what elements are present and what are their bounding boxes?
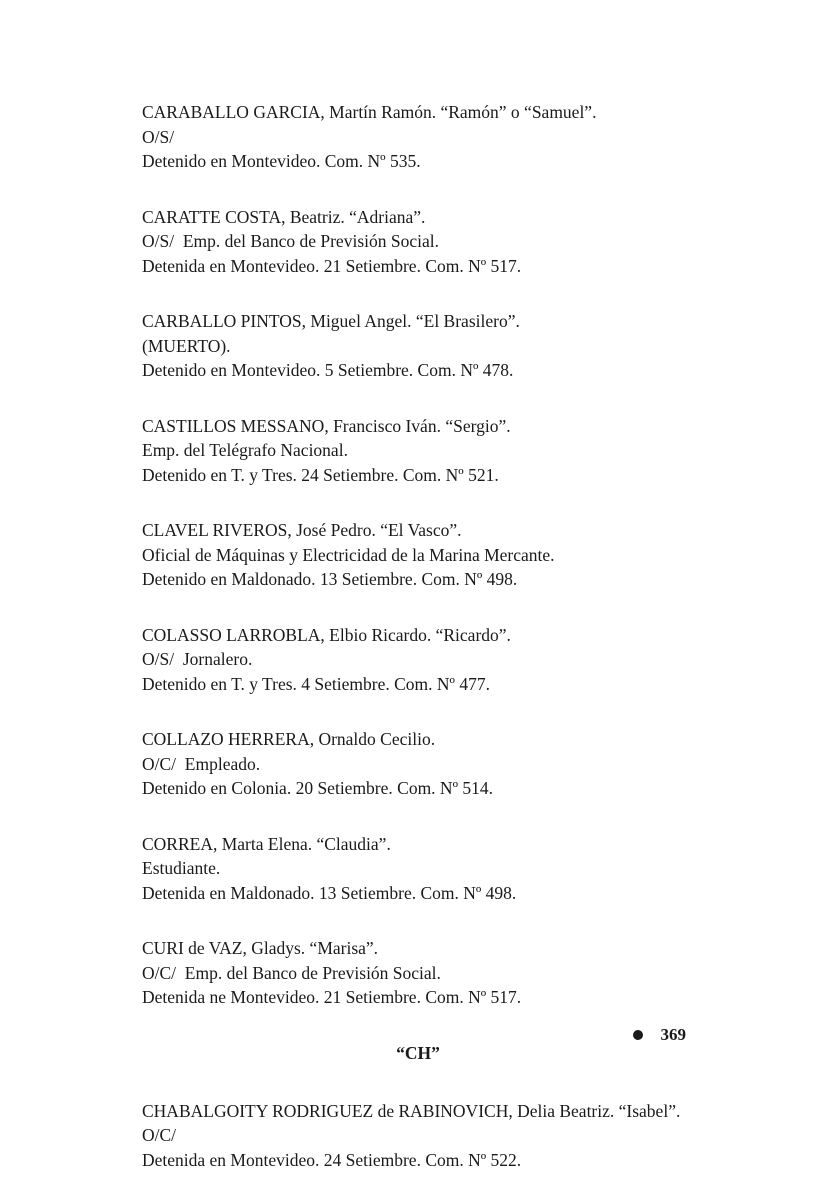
document-page	[142, 100, 686, 1203]
entry-detail: O/C/ Emp. del Banco de Previsión Social.	[142, 962, 441, 983]
entry-detail: Estudiante.	[142, 858, 221, 878]
entry-name: CARATTE COSTA, Beatriz. “Adriana”.	[142, 206, 426, 227]
entry-caraballo-garcia	[142, 100, 686, 174]
entry-detail: Emp. del Telégrafo Nacional.	[142, 440, 348, 460]
entry-name: CURI de VAZ, Gladys. “Marisa”.	[142, 938, 379, 958]
entry-curi-de-vaz	[142, 936, 686, 1010]
entry-arrest: Detenida en Montevideo. 21 Setiembre. Com. Nº 517.	[142, 255, 522, 276]
entry-name: COLLAZO HERRERA, Ornaldo Cecilio.	[142, 729, 436, 749]
section-heading-ch: “CH”	[396, 1042, 440, 1063]
entry-name: CARABALLO GARCIA, Martín Ramón. “Ramón” o “Samuel”.	[142, 102, 597, 122]
entry-detail: O/S/	[142, 126, 175, 147]
entry-detail: O/S/ Jornalero.	[142, 649, 253, 669]
entry-arrest: Detenido en Colonia. 20 Setiembre. Com. Nº 514.	[142, 778, 493, 798]
entry-arrest: Detenido en Maldonado. 13 Setiembre. Com. Nº 498.	[142, 569, 518, 589]
entry-clavel-riveros	[142, 518, 686, 592]
entry-arrest: Detenido en Montevideo. Com. Nº 535.	[142, 151, 421, 171]
entry-name: CASTILLOS MESSANO, Francisco Iván. “Sergio”.	[142, 415, 511, 436]
entry-detail: Oficial de Máquinas y Electricidad de la Marina Mercante.	[142, 544, 555, 565]
entry-name: CORREA, Marta Elena. “Claudia”.	[142, 833, 391, 854]
entry-name: CARBALLO PINTOS, Miguel Angel. “El Brasilero”.	[142, 311, 520, 331]
entry-name: COLASSO LARROBLA, Elbio Ricardo. “Ricardo”.	[142, 624, 511, 645]
page-footer	[633, 1025, 687, 1045]
entry-name: CHABALGOITY RODRIGUEZ de RABINOVICH, Delia Beatriz. “Isabel”.	[142, 1100, 681, 1121]
entry-chabalgoity-rodriguez	[142, 1099, 686, 1173]
entry-arrest: Detenida ne Montevideo. 21 Setiembre. Com. Nº 517.	[142, 987, 522, 1007]
entry-arrest: Detenida en Montevideo. 24 Setiembre. Com. Nº 522.	[142, 1149, 522, 1170]
entry-carballo-pintos	[142, 309, 686, 383]
bullet-icon	[633, 1030, 643, 1040]
entry-arrest: Detenido en T. y Tres. 24 Setiembre. Com. Nº 521.	[142, 464, 499, 485]
page-number: 369	[660, 1025, 686, 1044]
entry-colasso-larrobla	[142, 623, 686, 697]
entry-arrest: Detenida en Maldonado. 13 Setiembre. Com. Nº 498.	[142, 882, 517, 903]
entry-arrest: Detenido en T. y Tres. 4 Setiembre. Com. Nº 477.	[142, 673, 490, 694]
entry-detail: (MUERTO).	[142, 335, 231, 356]
entry-correa	[142, 832, 686, 906]
entry-detail: O/C/	[142, 1125, 177, 1145]
entry-arrest: Detenido en Montevideo. 5 Setiembre. Com. Nº 478.	[142, 360, 514, 380]
entry-caratte-costa	[142, 205, 686, 279]
entry-collazo-herrera	[142, 727, 686, 801]
entry-detail: O/S/ Emp. del Banco de Previsión Social.	[142, 231, 439, 251]
entry-castillos-messano	[142, 414, 686, 488]
entry-name: CLAVEL RIVEROS, José Pedro. “El Vasco”.	[142, 520, 462, 540]
entry-detail: O/C/ Empleado.	[142, 753, 261, 774]
